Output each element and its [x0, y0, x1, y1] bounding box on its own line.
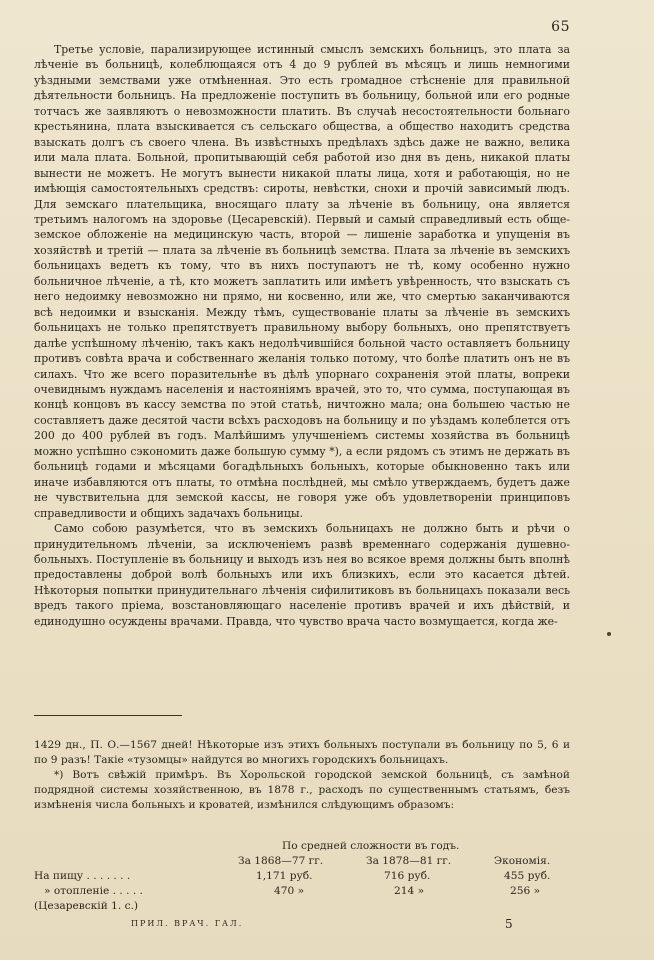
column-header: Экономія.: [494, 855, 551, 867]
table-caption-row: [34, 839, 574, 854]
table-cell: 1,171 руб.: [256, 870, 313, 882]
footnote: 1429 дн., П. О.—1567 дней! Нѣкоторые изъ этихъ больныхъ поступали въ больницу по 5, 6 и по 9 разъ! Такіе «тузомцы» найдутся во многихъ городскихъ больницахъ.: [34, 739, 570, 766]
footnote: *) Вотъ свѣжій примѣръ. Въ Хорольской городской земской больницѣ, съ замѣной подрядной системы хозяйственною, въ 1878 г., расходъ по существеннымъ статьямъ, безъ измѣненія числа больныхъ и кроватей, измѣнился слѣдующимъ образомъ:: [34, 769, 570, 811]
table-cell: 455 руб.: [504, 870, 551, 882]
table-header-row: [34, 854, 574, 869]
paragraph: Само собою разумѣется, что въ земскихъ больницахъ не должно быть и рѣчи о принудительномъ лѣченіи, за исключеніемъ развѣ временнаго содержанія душевно-больныхъ. Поступленіе въ больницу и выходъ изъ нея во всякое время должны быть вполнѣ предоставлены доброй волѣ больныхъ или ихъ близкихъ, если это касается дѣтей. Нѣкоторыя попытки принудительнаго лѣченія сифилитиковъ въ больницахъ показали весь вредъ такого пріема, возстановляющаго населеніе противъ врачей и ихъ дѣйствій, и единодушно осуждены врачами. Правда, что чувство врача часто возмущается, когда же-: [34, 522, 570, 628]
footnote-divider: [34, 715, 182, 716]
paragraph: Третье условіе, парализирующее истинный смыслъ земскихъ больницъ, это плата за лѣченіе въ больницѣ, колеблющаяся отъ 4 до 9 рублей въ мѣсяцъ и лишь немногими уѣздными земствами уже отмѣненная. Это есть громадное стѣсненіе для правильной дѣятельности больницъ. На предложеніе поступить въ больницу, больной или его родные тотчасъ же заявляютъ о невозможности платить. Въ случаѣ несостоятельности больнаго крестьянина, плата взыскивается съ сельскаго общества, а общество находитъ средства взыскать долгъ съ своего члена. Въ извѣстныхъ предѣлахъ здѣсь даже не важно, велика или мала плата. Больной, пропитывающій себя работой изо дня въ день, никакой платы вынести не можетъ. Не могутъ вынести никакой платы лица, хотя и работающія, но не имѣющія самостоятельныхъ средствъ: сироты, невѣстки, снохи и прочій зависимый людъ. Для земскаго плательщика, вносящаго плату за лѣченіе въ больницу, она является третьимъ налогомъ на здоровье (Цесаревскій). Первый и самый справедливый есть обще-земское обложеніе на медицинскую часть, второй — лишеніе заработка и упущенія въ хозяйствѣ и третій — плата за лѣченіе въ больницѣ земства. Плата за лѣченіе въ земскихъ больницахъ ведетъ къ тому, что въ нихъ поступаютъ не тѣ, кому особенно нужно больничное лѣченіе, а тѣ, кто можетъ заплатить или имѣетъ увѣренность, что взыскать съ него недоимку невозможно ни прямо, ни косвенно, или же, что смертью заканчиваются всѣ недоимки и взысканія. Между тѣмъ, существованіе платы за лѣченіе въ земскихъ больницахъ не только препятствуетъ правильному выбору больныхъ, оно препятствуетъ далѣе успѣшному лѣченію, такъ какъ недолѣчившійся больной часто оставляетъ больницу противъ совѣта врача и собственнаго желанія только потому, что болѣе платить онъ не въ силахъ. Что же всего поразительнѣе въ дѣлѣ упорнаго сохраненія этой платы, вопреки очевиднымъ нуждамъ населенія и настояніямъ врачей, это то, что сумма, поступающая въ концѣ концовъ въ кассу земства по этой статьѣ, ничтожно мала; она большею частью не составляетъ даже десятой части всѣхъ расходовъ на больницу и по уѣздамъ колеблется отъ 200 до 400 рублей въ годъ. Малѣйшимъ улучшеніемъ системы хозяйства въ больницѣ можно успѣшно сэкономить даже большую сумму *), а если рядомъ съ этимъ не держать въ больницѣ годами и мѣсяцами богадѣльныхъ больныхъ, которые обыкновенно такъ или иначе избавляются отъ платы, то отмѣна послѣдней, мы смѣло утверждаемъ, будетъ даже не чувствительна для земской кассы, не говоря уже объ удовлетвореніи принциповъ справедливости и общихъ задачахъ больницы.: [34, 43, 570, 520]
sheet-number: 5: [505, 917, 513, 931]
footnotes: [34, 738, 570, 813]
table-row: [34, 884, 574, 899]
table-source-row: [34, 899, 574, 914]
column-header: За 1868—77 гг.: [238, 855, 324, 867]
ink-speck: [607, 632, 611, 636]
table-row: [34, 869, 574, 884]
main-text: [34, 42, 570, 629]
printer-signature: ПРИЛ. ВРАЧ. ГАЛ.: [131, 919, 244, 928]
column-header: За 1878—81 гг.: [366, 855, 452, 867]
table-cell: 256 »: [510, 885, 541, 897]
row-label: » отопленіе . . . . .: [44, 885, 143, 897]
table-cell: 716 руб.: [384, 870, 431, 882]
table-cell: 214 »: [394, 885, 425, 897]
page-number: 65: [551, 19, 570, 35]
table-cell: 470 »: [274, 885, 305, 897]
table-caption: По средней сложности въ годъ.: [282, 840, 460, 852]
row-label: На пищу . . . . . . .: [34, 870, 131, 882]
table-source: (Цезаревскій 1. с.): [34, 900, 139, 912]
expense-table: [34, 839, 574, 914]
